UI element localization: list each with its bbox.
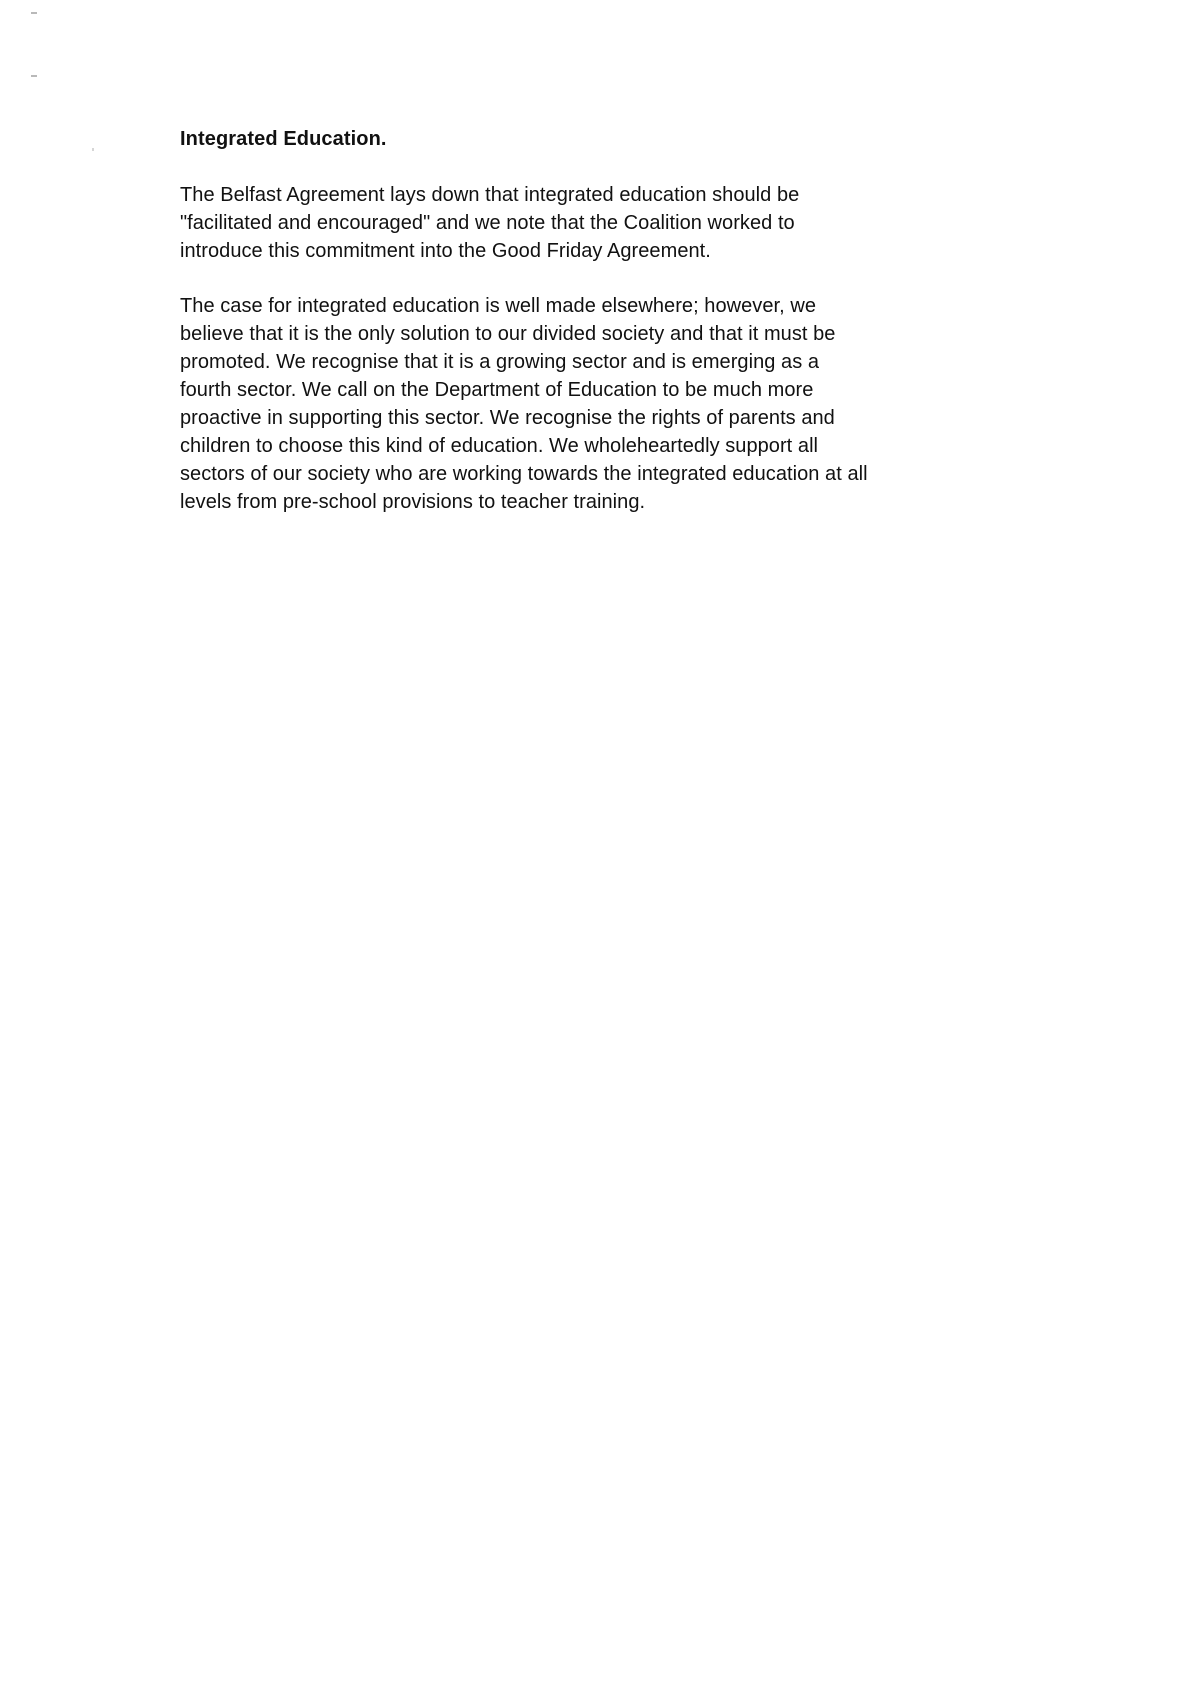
- scan-mark: [31, 12, 37, 14]
- section-heading: Integrated Education.: [180, 128, 387, 150]
- paragraph-agreement: The Belfast Agreement lays down that integrated education should be "facilitated and encouraged" and we note that the Coalition worked to introduce this commitment into the Good Friday Agreement.: [180, 184, 800, 262]
- document-body: [180, 126, 1060, 543]
- scan-mark: [92, 148, 94, 151]
- scan-mark: [31, 75, 37, 77]
- paragraph-case: The case for integrated education is well made elsewhere; however, we believe that it is the only solution to our divided society and that it must be promoted. We recognise that it is a growing sector and is emerging as a fourth sector. We call on the Department of Education to be much more proactive in supporting this sector. We recognise the rights of parents and children to choose this kind of education. We wholeheartedly support all sectors of our society who are working towards the integrated education at all levels from pre-school provisions to teacher training.: [180, 295, 868, 513]
